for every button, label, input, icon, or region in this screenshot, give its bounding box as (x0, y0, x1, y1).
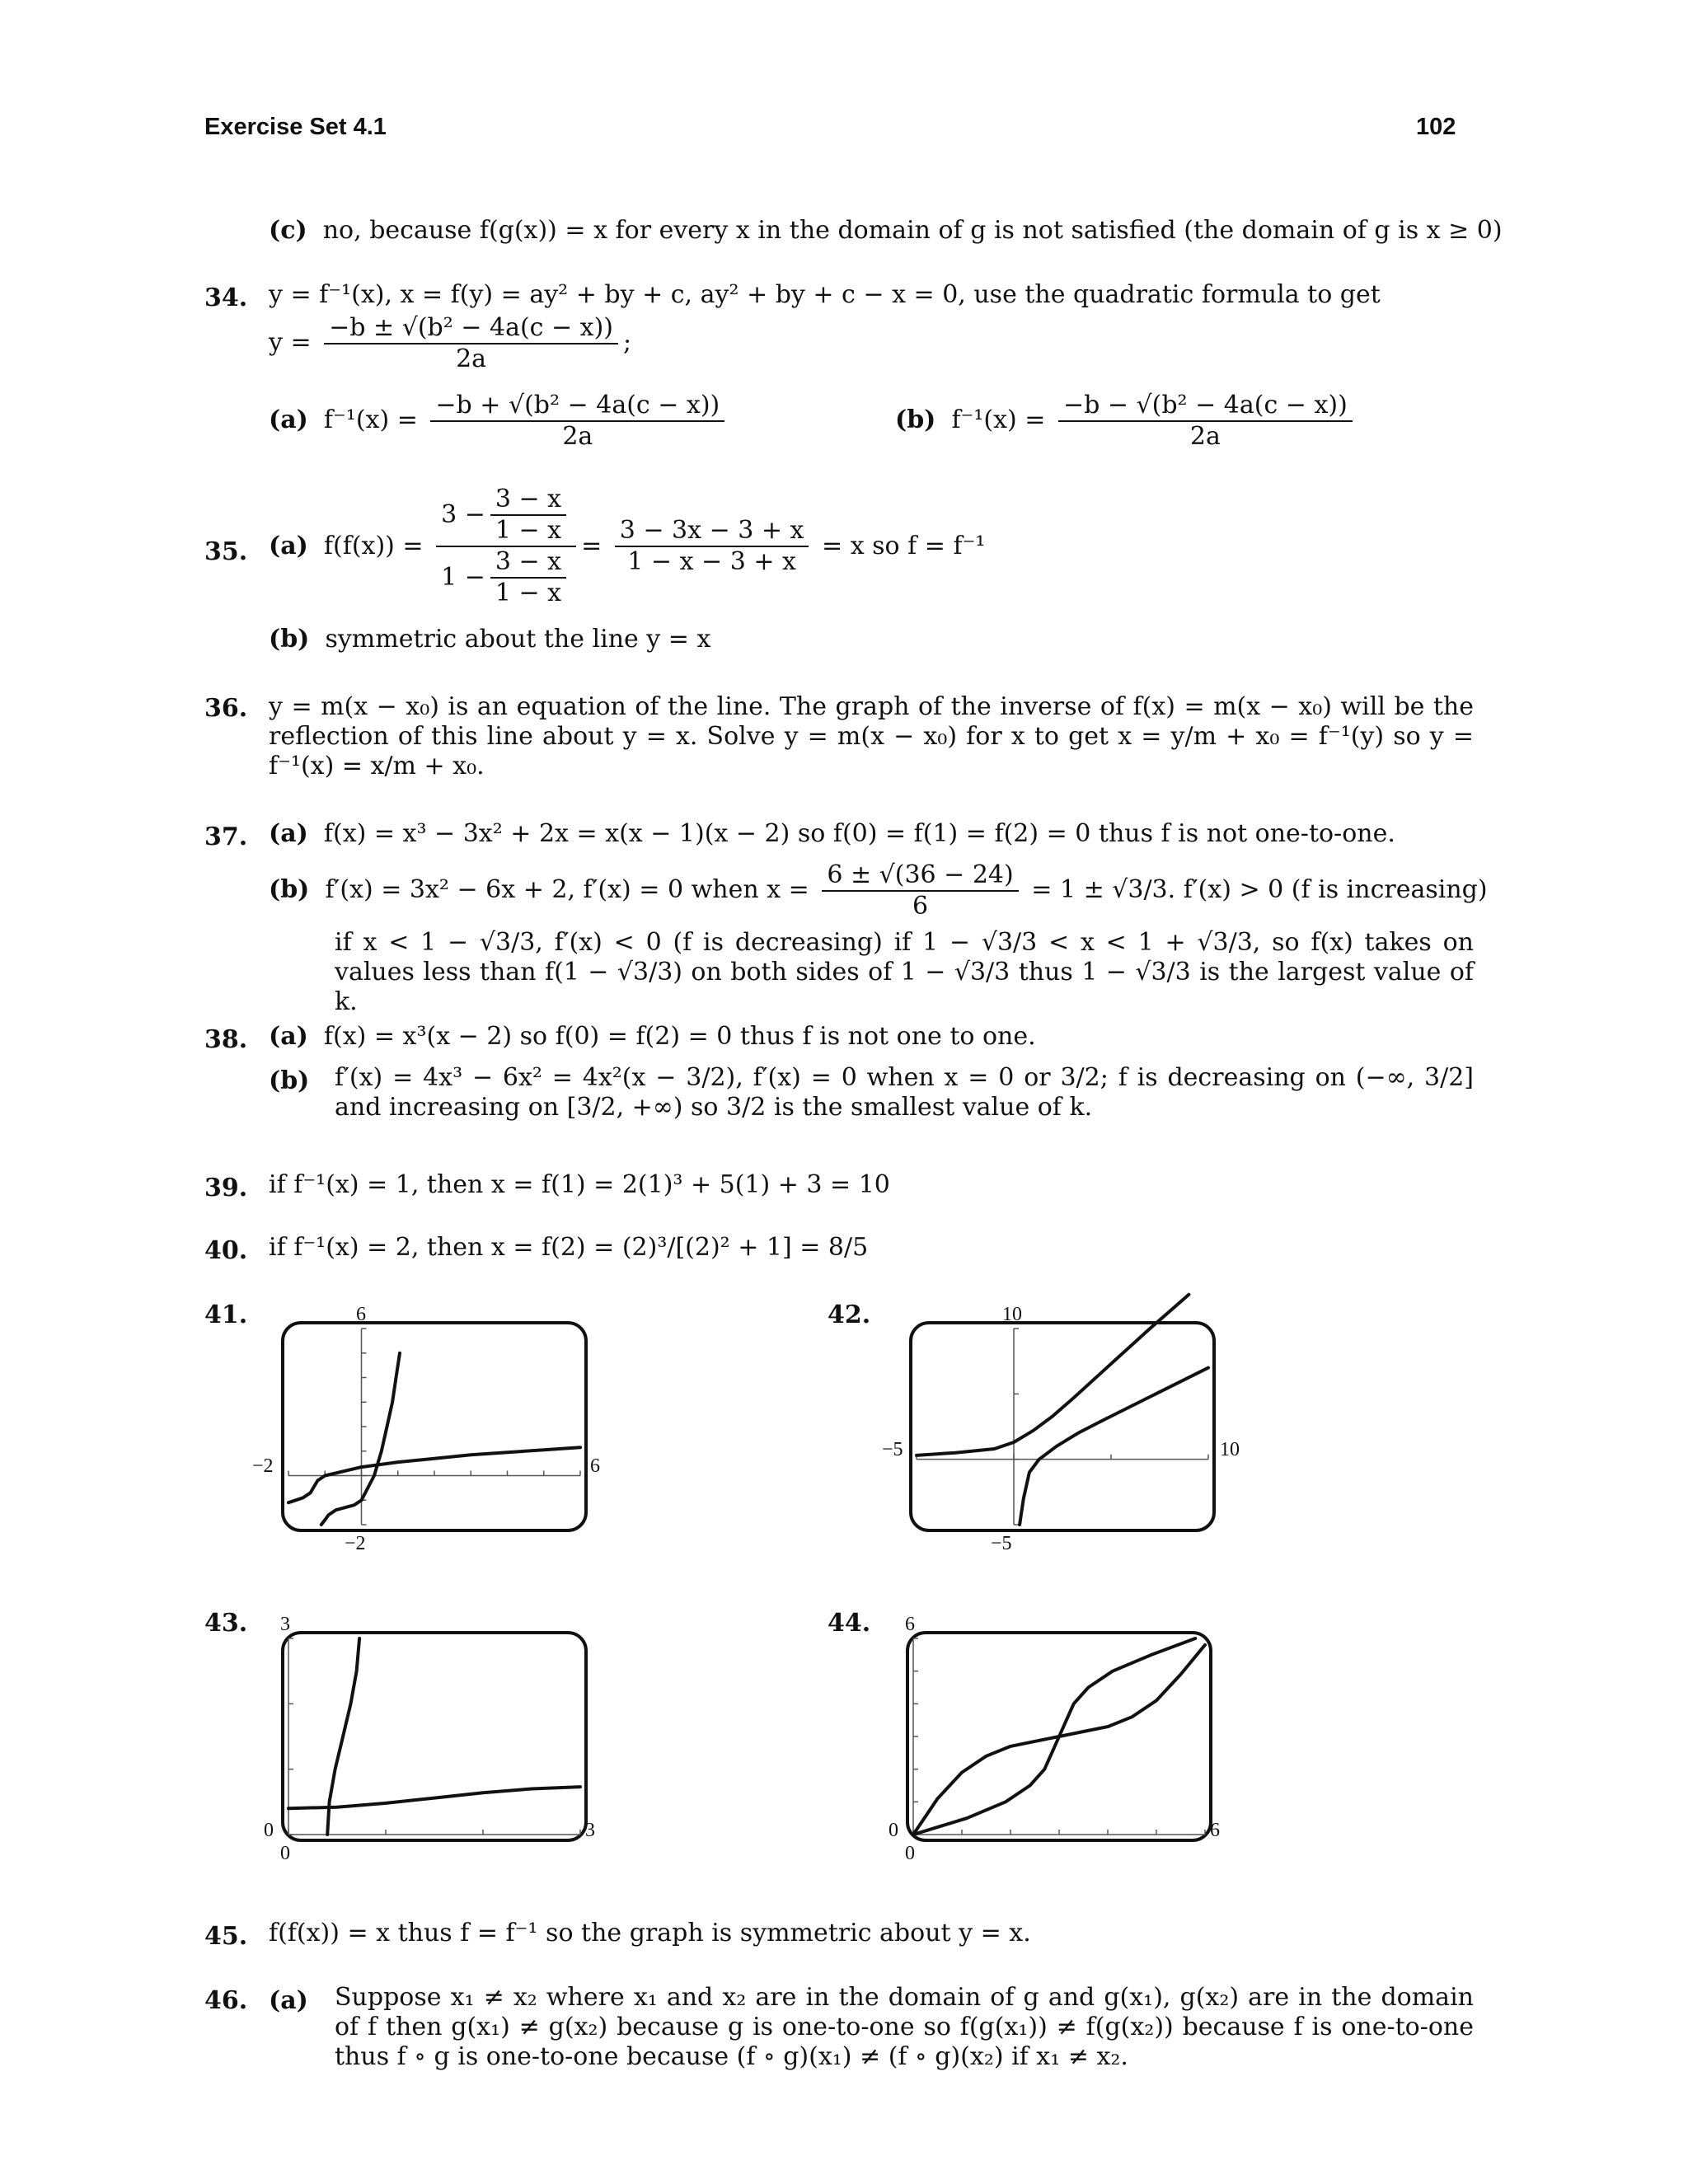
fraction (822, 860, 1018, 921)
denominator: 2a (1058, 420, 1353, 452)
tick-label-bottom: −2 (345, 1533, 366, 1554)
tick-label-bottom: 0 (905, 1843, 915, 1864)
denominator: 6 (822, 890, 1018, 921)
denominator: 1 − x (490, 514, 566, 546)
answer-text: f(x) = x³(x − 2) so f(0) = f(2) = 0 thus f is not one to one. (323, 1022, 1036, 1051)
fraction (615, 516, 809, 577)
problem-37-part-b (269, 860, 1488, 921)
tick-label-left: −2 (252, 1455, 274, 1477)
graph-frame (911, 1323, 1214, 1530)
numerator: 6 ± √(36 − 24) (827, 860, 1014, 889)
page-number: 102 (1416, 114, 1456, 140)
problem-37-part-b-continued: if x < 1 − √3/3, f′(x) < 0 (f is decreasing) if 1 − √3/3 < x < 1 + √3/3, so f(x) takes on values less than f(1 − √3/3) on both sides of 1 − √3/3 thus 1 − √3/3 is the largest value of k. (335, 928, 1474, 1016)
problem-number: 42. (828, 1301, 871, 1329)
punctuation: ; (623, 328, 632, 357)
denominator: 1 − x (490, 577, 566, 608)
graph-43 (282, 1632, 587, 1841)
term: 3 − (441, 500, 485, 529)
tick-label-top: 6 (356, 1304, 366, 1325)
part-label: (a) (269, 1986, 308, 2015)
tick-label-bottom: 0 (280, 1843, 290, 1864)
problem-number: 38. (204, 1025, 248, 1054)
problem-34-part-b (895, 391, 1357, 452)
part-label: (b) (895, 405, 936, 434)
item-c-continuation (269, 216, 1503, 246)
equation-lhs: f⁻¹(x) = (323, 405, 418, 434)
problem-35-part-b (269, 625, 710, 654)
problem-45-text: f(f(x)) = x thus f = f⁻¹ so the graph is symmetric about y = x. (269, 1919, 1031, 1947)
numerator: 3 − x (495, 547, 562, 576)
tick-label-right: 6 (1210, 1820, 1220, 1841)
answer-text: no, because f(g(x)) = x for every x in the domain of g is not satisfied (the domain of g is x ≥ 0) (322, 216, 1503, 245)
problem-number: 39. (204, 1174, 248, 1202)
tick-label-left: 0 (889, 1820, 898, 1841)
graph-frame (283, 1323, 586, 1530)
problem-46-text: Suppose x₁ ≠ x₂ where x₁ and x₂ are in the domain of g and g(x₁), g(x₂) are in the domain of f then g(x₁) ≠ g(x₂) because g is one-to-one so f(g(x₁)) ≠ f(g(x₂)) because f is one-to-one thus f ∘ g is one-to-one because (f ∘ g)(x₁) ≠ (f ∘ g)(x₂) if x₁ ≠ x₂. (335, 1983, 1474, 2071)
part-label: (c) (269, 216, 307, 245)
complex-fraction (436, 485, 576, 608)
equation-result: = x so f = f⁻¹ (822, 532, 986, 560)
answer-text: f(x) = x³ − 3x² + 2x = x(x − 1)(x − 2) so f(0) = f(1) = f(2) = 0 thus f is not one-to-one. (323, 819, 1395, 848)
numerator: −b − √(b² − 4a(c − x)) (1062, 391, 1348, 419)
part-label: (b) (269, 625, 310, 654)
fraction (430, 391, 724, 452)
numerator: 3 − x (495, 485, 562, 513)
problem-number: 44. (828, 1609, 871, 1638)
problem-39-text: if f⁻¹(x) = 1, then x = f(1) = 2(1)³ + 5(1) + 3 = 10 (269, 1170, 890, 1199)
part-label: (a) (269, 1022, 308, 1051)
problem-number: 34. (204, 284, 248, 312)
problem-40-text: if f⁻¹(x) = 2, then x = f(2) = (2)³/[(2)² + 1] = 8/5 (269, 1233, 869, 1262)
numerator: −b ± √(b² − 4a(c − x)) (329, 313, 613, 342)
tick-label-top: 10 (1002, 1304, 1022, 1325)
numerator: 3 − 3x − 3 + x (619, 516, 804, 545)
fraction (1058, 391, 1353, 452)
denominator: 1 − x − 3 + x (615, 546, 809, 577)
problem-number: 43. (204, 1609, 248, 1638)
equation-lhs: y = (269, 328, 312, 357)
part-label: (b) (269, 1066, 310, 1095)
part-label: (b) (269, 875, 310, 904)
fraction (490, 547, 566, 608)
series-curve-2 (321, 1353, 400, 1525)
problem-36-text: y = m(x − x₀) is an equation of the line. The graph of the inverse of f(x) = m(x − x₀) will be the reflection of this line about y = x. Solve y = m(x − x₀) for x to get x = y/m + x₀ = f⁻¹(y) so y = f⁻¹(x) = x/m + x₀. (269, 692, 1474, 780)
complex-numerator (436, 485, 576, 546)
equation-result: = 1 ± √3/3. f′(x) > 0 (f is increasing) (1031, 875, 1488, 904)
series-curve-1 (917, 1295, 1189, 1455)
tick-label-right: 6 (590, 1455, 600, 1477)
tick-label-top: 3 (280, 1614, 290, 1635)
tick-label-right: 3 (585, 1820, 595, 1841)
part-label: (a) (269, 819, 308, 848)
part-label: (a) (269, 405, 308, 434)
problem-34-line1: y = f⁻¹(x), x = f(y) = ay² + by + c, ay² + by + c − x = 0, use the quadratic formula to get (269, 280, 1381, 309)
graph-42 (910, 1322, 1215, 1531)
graph-41 (282, 1322, 587, 1531)
fraction (490, 485, 566, 546)
problem-number: 37. (204, 823, 248, 851)
equation-lhs: f(f(x)) = (323, 532, 424, 560)
equation-lhs: f′(x) = 3x² − 6x + 2, f′(x) = 0 when x = (325, 875, 809, 904)
problem-34-part-a (269, 391, 729, 452)
graph-44 (907, 1632, 1212, 1841)
series-curve-2 (1020, 1368, 1208, 1525)
problem-38-part-a (269, 1022, 1036, 1052)
part-label: (a) (269, 532, 308, 560)
term: 1 − (441, 563, 485, 592)
equation-lhs: f⁻¹(x) = (951, 405, 1046, 434)
tick-label-bottom: −5 (991, 1533, 1012, 1554)
tick-label-right: 10 (1220, 1439, 1240, 1460)
problem-35-part-a: (a) f(f(x)) = 3 − $\frac{3 - x}{1 - x}$ 1 − $\frac{3 - x}{1 - x}$ = $\frac{3 - 3x - 3 + x}{1 - x - 3 + x}$ = x so f = f⁻¹ (269, 485, 986, 607)
denominator: 2a (430, 420, 724, 452)
fraction (324, 313, 618, 374)
problem-38-part-b: f′(x) = 4x³ − 6x² = 4x²(x − 3/2), f′(x) = 0 when x = 0 or 3/2; f is decreasing on (−∞, 3/2] and increasing on [3/2, +∞) so 3/2 is the smallest value of k. (335, 1063, 1474, 1122)
problem-number: 35. (204, 537, 248, 566)
complex-denominator (436, 546, 576, 608)
problem-37-part-a (269, 819, 1395, 849)
tick-label-top: 6 (905, 1614, 915, 1635)
tick-label-left: −5 (882, 1439, 903, 1460)
numerator: −b + √(b² − 4a(c − x)) (435, 391, 720, 419)
tick-label-left: 0 (264, 1820, 274, 1841)
answer-text: symmetric about the line y = x (325, 625, 711, 654)
problem-number: 46. (204, 1986, 248, 2015)
problem-number: 40. (204, 1236, 248, 1265)
problem-number: 41. (204, 1301, 248, 1329)
problem-34-solution (269, 313, 631, 374)
problem-number: 45. (204, 1922, 248, 1951)
problem-number: 36. (204, 694, 248, 723)
denominator: 2a (324, 343, 618, 374)
section-title: Exercise Set 4.1 (204, 114, 387, 140)
